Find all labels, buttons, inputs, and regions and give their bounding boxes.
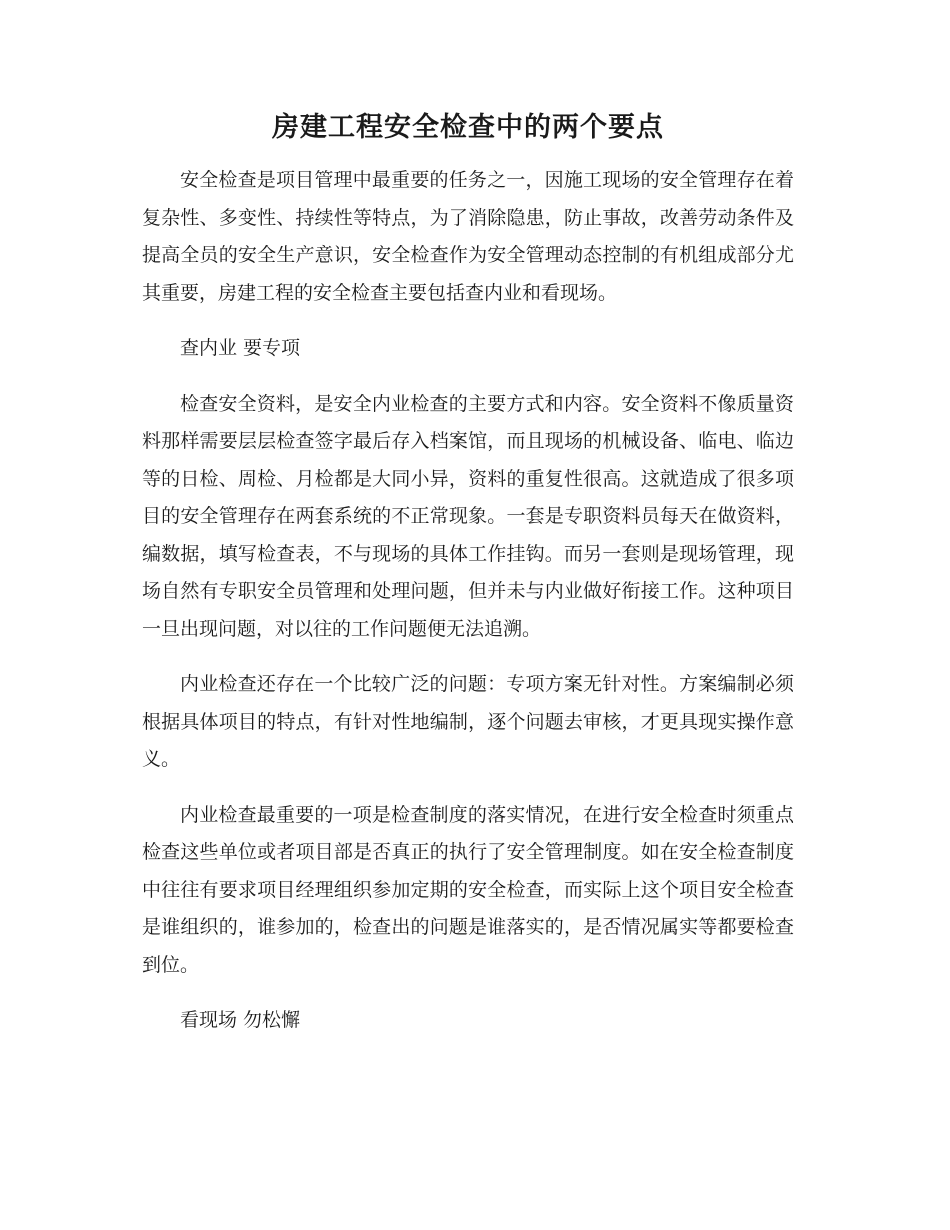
paragraph-safety-documents: 检查安全资料，是安全内业检查的主要方式和内容。安全资料不像质量资料那样需要层层检查签字最后存入档案馆，而且现场的机械设备、临电、临边等的日检、周检、月检都是大同小异，资料的重复性很高。这就造成了很多项目的安全管理存在两套系统的不正常现象。一套是专职资料员每天在做资料，编数据，填写检查表，不与现场的具体工作挂钩。而另一套则是现场管理，现场自然有专职安全员管理和处理问题，但并未与内业做好衔接工作。这种项目一旦出现问题，对以往的工作问题便无法追溯。 — [142, 392, 794, 640]
paragraph-special-plans: 内业检查还存在一个比较广泛的问题：专项方案无针对性。方案编制必须根据具体项目的特点，有针对性地编制，逐个问题去审核，才更具现实操作意义。 — [142, 673, 794, 770]
paragraph-system-implementation: 内业检查最重要的一项是检查制度的落实情况，在进行安全检查时须重点检查这些单位或者项目部是否真正的执行了安全管理制度。如在安全检查制度中往往有要求项目经理组织参加定期的安全检查，而实际上这个项目安全检查是谁组织的，谁参加的，检查出的问题是谁落实的，是否情况属实等都要检查到位。 — [142, 803, 794, 976]
section-heading-internal-inspection: 查内业 要专项 — [180, 337, 301, 359]
document-title: 房建工程安全检查中的两个要点 — [272, 112, 664, 143]
intro-paragraph: 安全检查是项目管理中最重要的任务之一，因施工现场的安全管理存在着复杂性、多变性、持续性等特点，为了消除隐患，防止事故，改善劳动条件及提高全员的安全生产意识，安全检查作为安全管理动态控制的有机组成部分尤其重要，房建工程的安全检查主要包括查内业和看现场。 — [142, 169, 794, 304]
section-heading-site-inspection: 看现场 勿松懈 — [180, 1009, 301, 1031]
